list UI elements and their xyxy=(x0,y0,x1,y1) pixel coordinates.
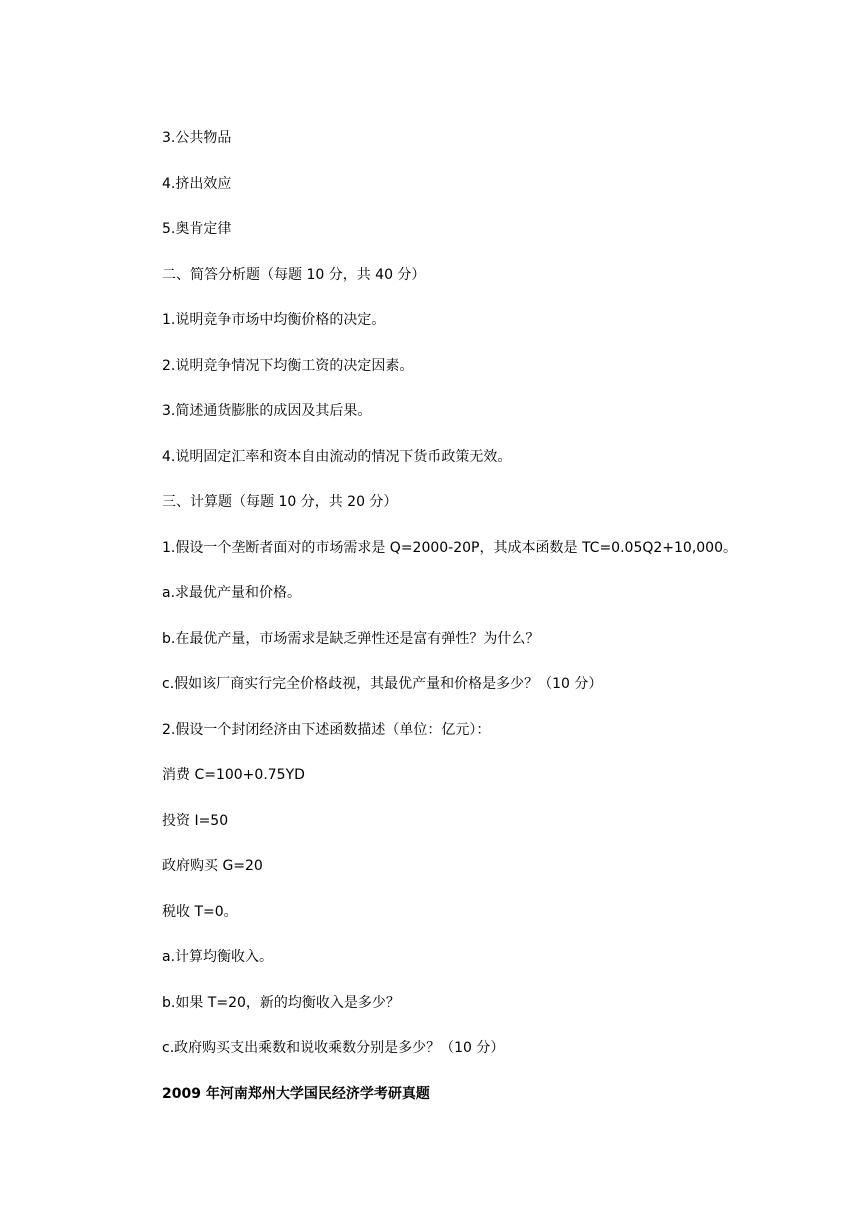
term-public-goods: 3.公共物品 xyxy=(162,130,232,146)
question-calc-2-part-c: c.政府购买支出乘数和说收乘数分别是多少？（10 分） xyxy=(162,1040,505,1056)
question-calc-1-part-c: c.假如该厂商实行完全价格歧视，其最优产量和价格是多少？（10 分） xyxy=(162,676,603,692)
section-heading-calculation: 三、计算题（每题 10 分，共 20 分） xyxy=(162,494,398,510)
question-calc-1-part-b: b.在最优产量，市场需求是缺乏弹性还是富有弹性？为什么？ xyxy=(162,630,540,647)
question-short-2: 2.说明竞争情况下均衡工资的决定因素。 xyxy=(162,357,414,374)
question-short-4: 4.说明固定汇率和资本自由流动的情况下货币政策无效。 xyxy=(162,448,512,465)
investment-value: 投资 I=50 xyxy=(162,812,229,829)
question-calc-2: 2.假设一个封闭经济由下述函数描述（单位：亿元）： xyxy=(162,721,491,738)
government-purchase-value: 政府购买 G=20 xyxy=(162,858,263,874)
question-calc-1: 1.假设一个垄断者面对的市场需求是 Q=2000-20P，其成本函数是 TC=0.05Q2+10,000。 xyxy=(162,539,737,556)
document-body xyxy=(162,128,802,1129)
tax-value: 税收 T=0。 xyxy=(162,903,238,920)
term-okuns-law: 5.奥肯定律 xyxy=(162,221,232,237)
question-calc-2-part-b: b.如果 T=20，新的均衡收入是多少？ xyxy=(162,994,400,1011)
consumption-function: 消费 C=100+0.75YD xyxy=(162,767,305,783)
section-heading-short-answer: 二、简答分析题（每题 10 分，共 40 分） xyxy=(162,266,426,283)
document-title-2009: 2009 年河南郑州大学国民经济学考研真题 xyxy=(162,1085,430,1102)
question-short-3: 3.简述通货膨胀的成因及其后果。 xyxy=(162,403,372,419)
question-calc-2-part-a: a.计算均衡收入。 xyxy=(162,949,274,965)
term-crowding-out: 4.挤出效应 xyxy=(162,175,232,192)
question-calc-1-part-a: a.求最优产量和价格。 xyxy=(162,585,302,601)
question-short-1: 1.说明竞争市场中均衡价格的决定。 xyxy=(162,312,386,328)
